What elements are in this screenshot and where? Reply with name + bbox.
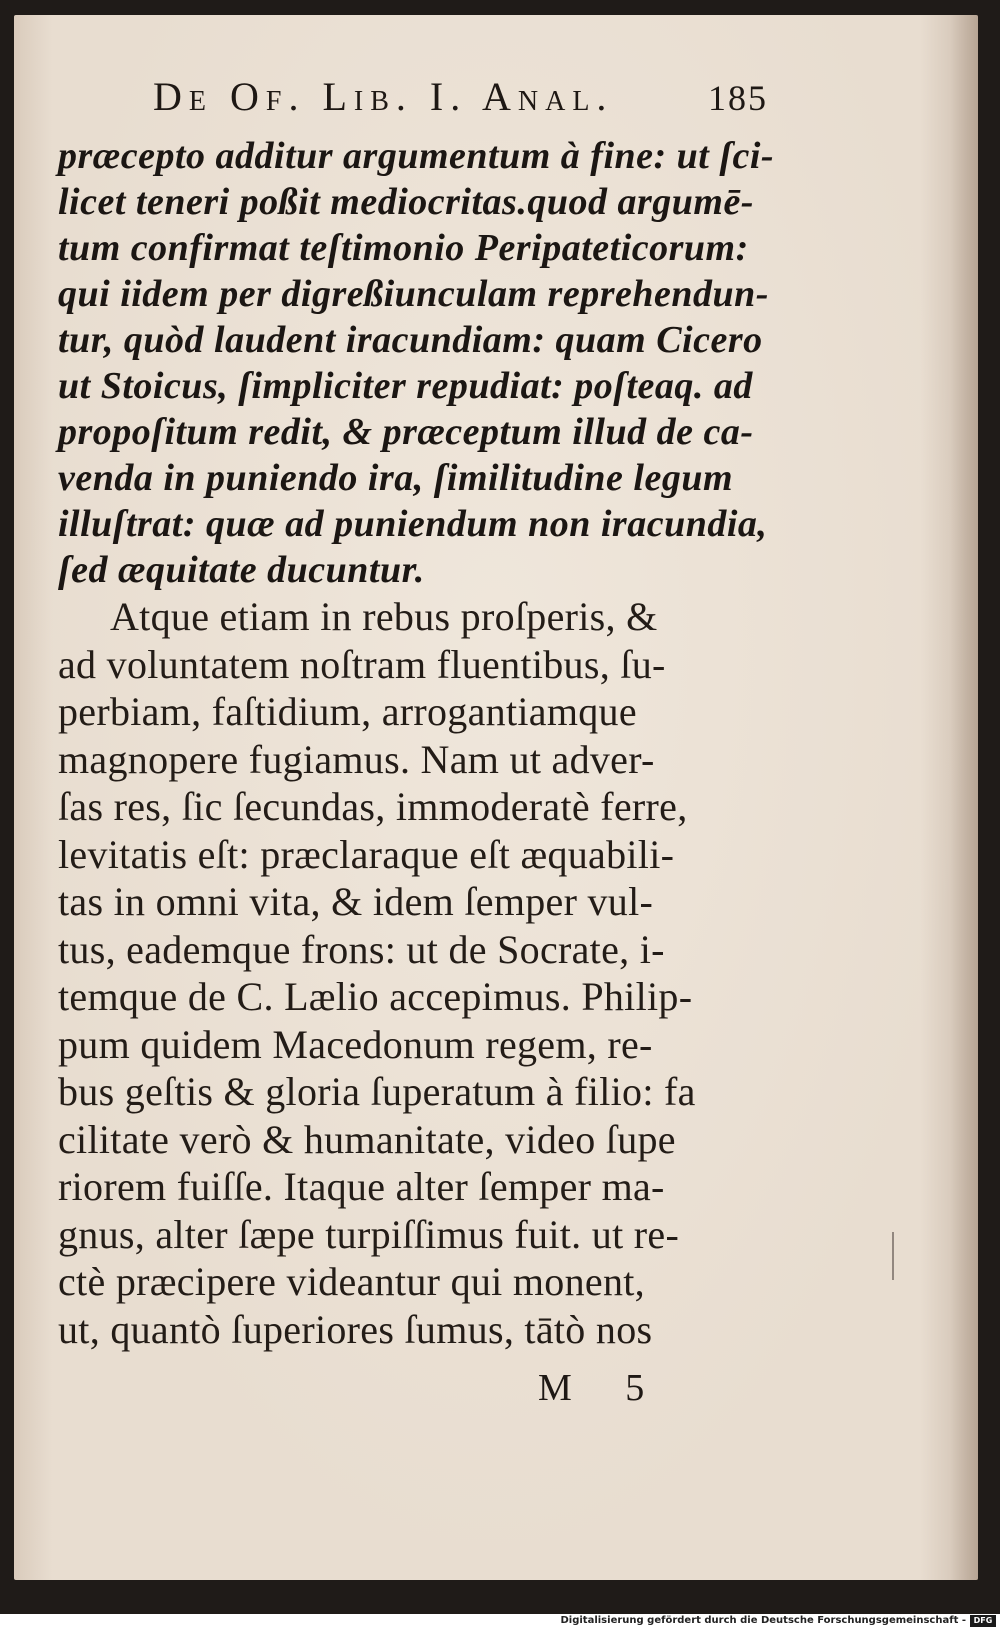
text-line: ut, quantò ſuperiores ſumus, tātò nos <box>58 1306 653 1352</box>
commentary-line: ſed æquitate ducuntur. <box>58 549 425 591</box>
commentary-line: illuſtrat: quæ ad puniendum non iracundia, <box>58 503 768 545</box>
text-line: perbiam, faſtidium, arrogantiamque <box>58 689 637 734</box>
text-line: cilitate verò & humanitate, video ſupe <box>58 1116 676 1162</box>
text-line: tas in omni vita, & idem ſemper vul- <box>58 879 654 924</box>
text-line: pum quidem Macedonum regem, re- <box>58 1021 653 1067</box>
commentary-line: præcepto additur argumentum à fine: ut ſci- <box>58 135 775 177</box>
commentary-line: propoſitum redit, & præceptum illud de ca- <box>58 411 754 453</box>
commentary-line: venda in puniendo ira, ſimilitudine legum <box>58 457 734 499</box>
page-body <box>58 73 775 1411</box>
commentary-line: qui iidem per digreßiunculam reprehendun- <box>58 273 769 315</box>
text-line: ad voluntatem noſtram fluentibus, ſu- <box>58 641 666 687</box>
text-line: magnopere fugiamus. Nam ut adver- <box>58 736 655 782</box>
commentary-line: tum confirmat teſtimonio Peripateticorum: <box>58 227 749 269</box>
text-line: ſas res, ſic ſecundas, immoderatè ferre, <box>58 784 688 829</box>
signature-mark: M 5 <box>538 1367 667 1409</box>
running-head <box>153 73 768 133</box>
text-line: ctè præcipere videantur qui monent, <box>58 1259 645 1304</box>
text-line: Atque etiam in rebus proſperis, & <box>110 594 658 639</box>
text-line: tus, eademque frons: ut de Socrate, i- <box>58 926 665 972</box>
text-line: riorem fuiſſe. Itaque alter ſemper ma- <box>58 1164 665 1209</box>
text-line: temque de C. Lælio accepimus. Philip- <box>58 974 693 1019</box>
text-line: gnus, alter ſæpe turpiſſimus fuit. ut re- <box>58 1211 680 1257</box>
main-text-paragraph <box>58 593 758 1353</box>
commentary-line: tur, quòd laudent iracundiam: quam Cicero <box>58 319 763 361</box>
margin-ink-mark <box>892 1232 894 1280</box>
book-page <box>14 15 978 1580</box>
text-line: levitatis eſt: præclaraque eſt æquabili- <box>58 831 675 877</box>
running-head-title: De Of. Lib. I. Anal. <box>153 74 614 119</box>
dfg-logo: DFG <box>970 1615 996 1627</box>
page-number: 185 <box>708 78 768 118</box>
text-line: bus geſtis & gloria ſuperatum à filio: fa <box>58 1069 696 1114</box>
commentary-paragraph <box>58 133 775 593</box>
commentary-line: ut Stoicus, ſimpliciter repudiat: poſteaq. ad <box>58 365 753 407</box>
funding-credit: Digitalisierung gefördert durch die Deutsche Forschungsgemeinschaft - <box>560 1615 966 1626</box>
digitization-footer <box>0 1614 1000 1629</box>
commentary-line: licet teneri poßit mediocritas.quod argumē- <box>58 181 754 223</box>
page-gutter-shadow <box>950 15 978 1580</box>
